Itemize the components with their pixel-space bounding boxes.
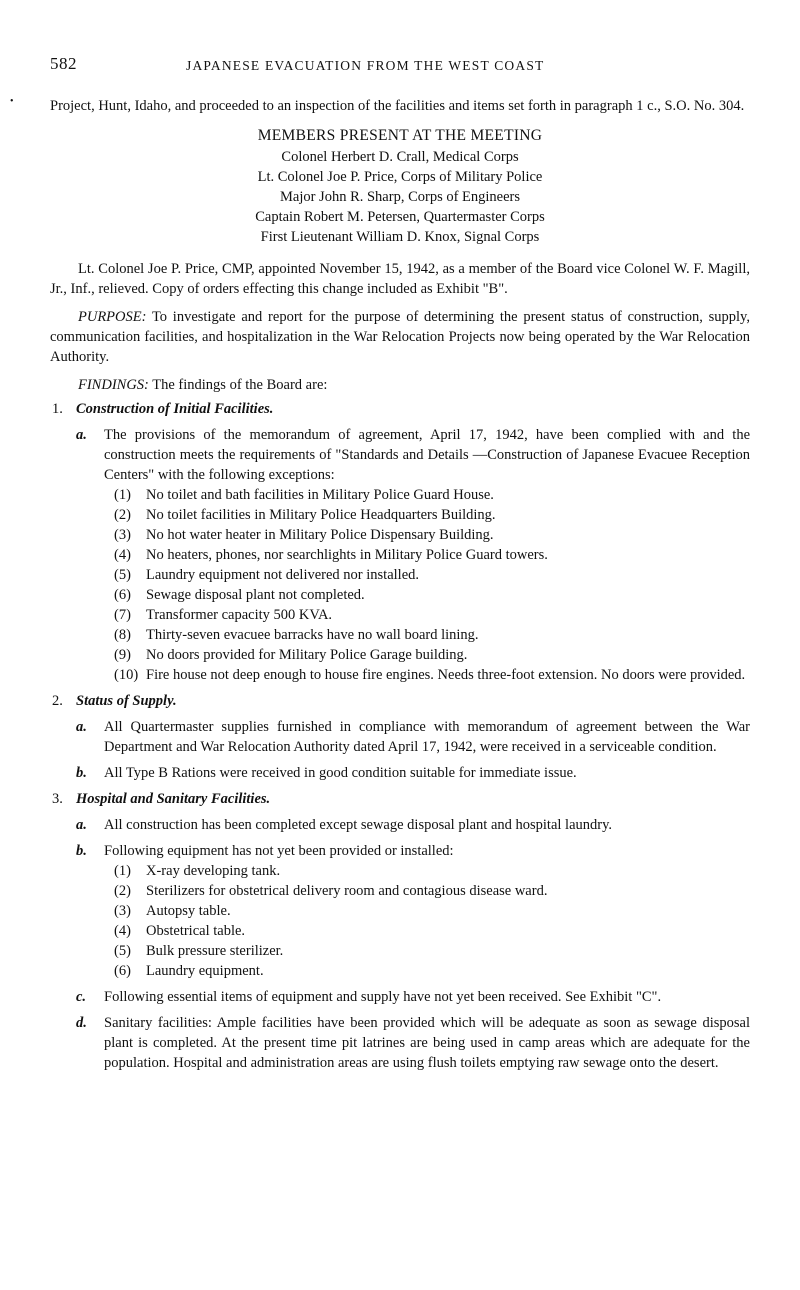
purpose-paragraph (50, 307, 750, 367)
running-head: JAPANESE EVACUATION FROM THE WEST COAST (186, 58, 545, 73)
list-number: (9) (114, 647, 131, 663)
purpose-text: To investigate and report for the purpose of determining the present status of construction, supply, communication facilities, and hospitalization in the War Relocation Projects now being operated by the War Relocation Authority. (50, 309, 750, 365)
list-text: Bulk pressure sterilizer. (146, 943, 284, 959)
list-number: (1) (114, 487, 131, 503)
section-item (50, 717, 750, 757)
list-number: (3) (114, 903, 131, 919)
findings-text: The findings of the Board are: (148, 377, 328, 393)
list-item (50, 921, 750, 941)
list-number: (2) (114, 507, 131, 523)
section-item (50, 763, 750, 783)
section-item (50, 815, 750, 835)
list-item (50, 625, 750, 645)
member-name: Colonel Herbert D. Crall, Medical Corps (281, 149, 519, 165)
section-number: 2. (52, 693, 63, 709)
list-number: (3) (114, 527, 131, 543)
list-number: (6) (114, 587, 131, 603)
section-title: Hospital and Sanitary Facilities. (76, 791, 271, 807)
list-text: X-ray developing tank. (146, 863, 281, 879)
list-number: (6) (114, 963, 131, 979)
list-number: (5) (114, 567, 131, 583)
findings-label: FINDINGS: (78, 377, 149, 393)
item-letter: d. (76, 1015, 87, 1031)
section-title: Status of Supply. (76, 693, 177, 709)
list-item (50, 605, 750, 625)
members-block (50, 126, 750, 247)
member-name: Major John R. Sharp, Corps of Engineers (279, 189, 521, 205)
list-number: (7) (114, 607, 131, 623)
item-letter: b. (76, 765, 87, 781)
member-name: Lt. Colonel Joe P. Price, Corps of Military Police (257, 169, 543, 185)
section-item (50, 841, 750, 861)
list-item (50, 901, 750, 921)
section-number: 3. (52, 791, 63, 807)
list-text: Thirty-seven evacuee barracks have no wall board lining. (146, 627, 479, 643)
list-text: Obstetrical table. (146, 923, 246, 939)
list-text: Sewage disposal plant not completed. (146, 587, 365, 603)
section-item (50, 1013, 750, 1073)
list-item (50, 961, 750, 981)
item-text: The provisions of the memorandum of agreement, April 17, 1942, have been complied with and the construction meets the requirements of "Standards and Details —Construction of Japanese Evacuee Reception Centers" with the following exceptions: (104, 427, 750, 483)
section-item (50, 425, 750, 485)
list-item (50, 505, 750, 525)
member-name: First Lieutenant William D. Knox, Signal Corps (260, 229, 540, 245)
item-letter: a. (76, 427, 87, 443)
intro-paragraph: Project, Hunt, Idaho, and proceeded to an inspection of the facilities and items set forth in paragraph 1 c., S.O. No. 304. (50, 98, 745, 114)
purpose-label: PURPOSE: (78, 309, 147, 325)
list-item (50, 861, 750, 881)
item-text: All Quartermaster supplies furnished in compliance with memorandum of agreement between the War Department and War Relocation Authority dated April 17, 1942, were received in a serviceable condition. (104, 719, 750, 755)
list-text: Transformer capacity 500 KVA. (146, 607, 333, 623)
exceptions-list (50, 485, 750, 685)
section-heading (52, 789, 750, 809)
findings-paragraph (50, 375, 750, 395)
list-number: (1) (114, 863, 131, 879)
list-number: (5) (114, 943, 131, 959)
list-text: No hot water heater in Military Police Dispensary Building. (146, 527, 494, 543)
list-text: No toilet and bath facilities in Military Police Guard House. (146, 487, 494, 503)
list-item (50, 881, 750, 901)
list-text: Fire house not deep enough to house fire engines. Needs three-foot extension. No doors were provided. (146, 667, 746, 683)
list-number: (4) (114, 547, 131, 563)
list-text: Autopsy table. (146, 903, 231, 919)
item-text: Following equipment has not yet been provided or installed: (104, 843, 454, 859)
section-heading (52, 399, 750, 419)
list-text: Laundry equipment not delivered nor installed. (146, 567, 420, 583)
list-text: No heaters, phones, nor searchlights in Military Police Guard towers. (146, 547, 548, 563)
item-letter: a. (76, 817, 87, 833)
list-item (50, 545, 750, 565)
list-number: (4) (114, 923, 131, 939)
item-text: All construction has been completed except sewage disposal plant and hospital laundry. (104, 817, 613, 833)
document-body (50, 96, 750, 1079)
item-text: Following essential items of equipment and supply have not yet been received. See Exhibit "C". (104, 989, 662, 1005)
members-heading: MEMBERS PRESENT AT THE MEETING (257, 127, 543, 144)
list-item (50, 645, 750, 665)
list-number: (10) (114, 667, 139, 683)
item-letter: b. (76, 843, 87, 859)
member-name: Captain Robert M. Petersen, Quartermaster Corps (255, 209, 545, 225)
item-letter: a. (76, 719, 87, 735)
list-number: (2) (114, 883, 131, 899)
list-text: No doors provided for Military Police Garage building. (146, 647, 468, 663)
item-text: All Type B Rations were received in good condition suitable for immediate issue. (104, 765, 577, 781)
list-item (50, 525, 750, 545)
page-header (50, 54, 750, 76)
margin-mark: • (10, 96, 14, 107)
list-text: No toilet facilities in Military Police Headquarters Building. (146, 507, 496, 523)
section-number: 1. (52, 401, 63, 417)
equipment-list (50, 861, 750, 981)
list-item (50, 565, 750, 585)
list-text: Sterilizers for obstetrical delivery room and contagious disease ward. (146, 883, 548, 899)
list-item (50, 585, 750, 605)
section-item (50, 987, 750, 1007)
list-number: (8) (114, 627, 131, 643)
list-text: Laundry equipment. (146, 963, 264, 979)
section-title: Construction of Initial Facilities. (76, 401, 274, 417)
item-text: Sanitary facilities: Ample facilities have been provided which will be adequate as soon as sewage disposal plant is completed. At the present time pit latrines are being used in camp areas which are adequate for the population. Hospital and administration areas are using flush toilets emptying raw sewage onto the desert. (104, 1015, 750, 1071)
list-item (50, 665, 750, 685)
page-number: 582 (50, 54, 77, 73)
list-item (50, 485, 750, 505)
section-heading (52, 691, 750, 711)
list-item (50, 941, 750, 961)
appointment-paragraph: Lt. Colonel Joe P. Price, CMP, appointed November 15, 1942, as a member of the Board vice Colonel W. F. Magill, Jr., Inf., relieved. Copy of orders effecting this change included as Exhibit "B". (50, 261, 750, 297)
item-letter: c. (76, 989, 87, 1005)
